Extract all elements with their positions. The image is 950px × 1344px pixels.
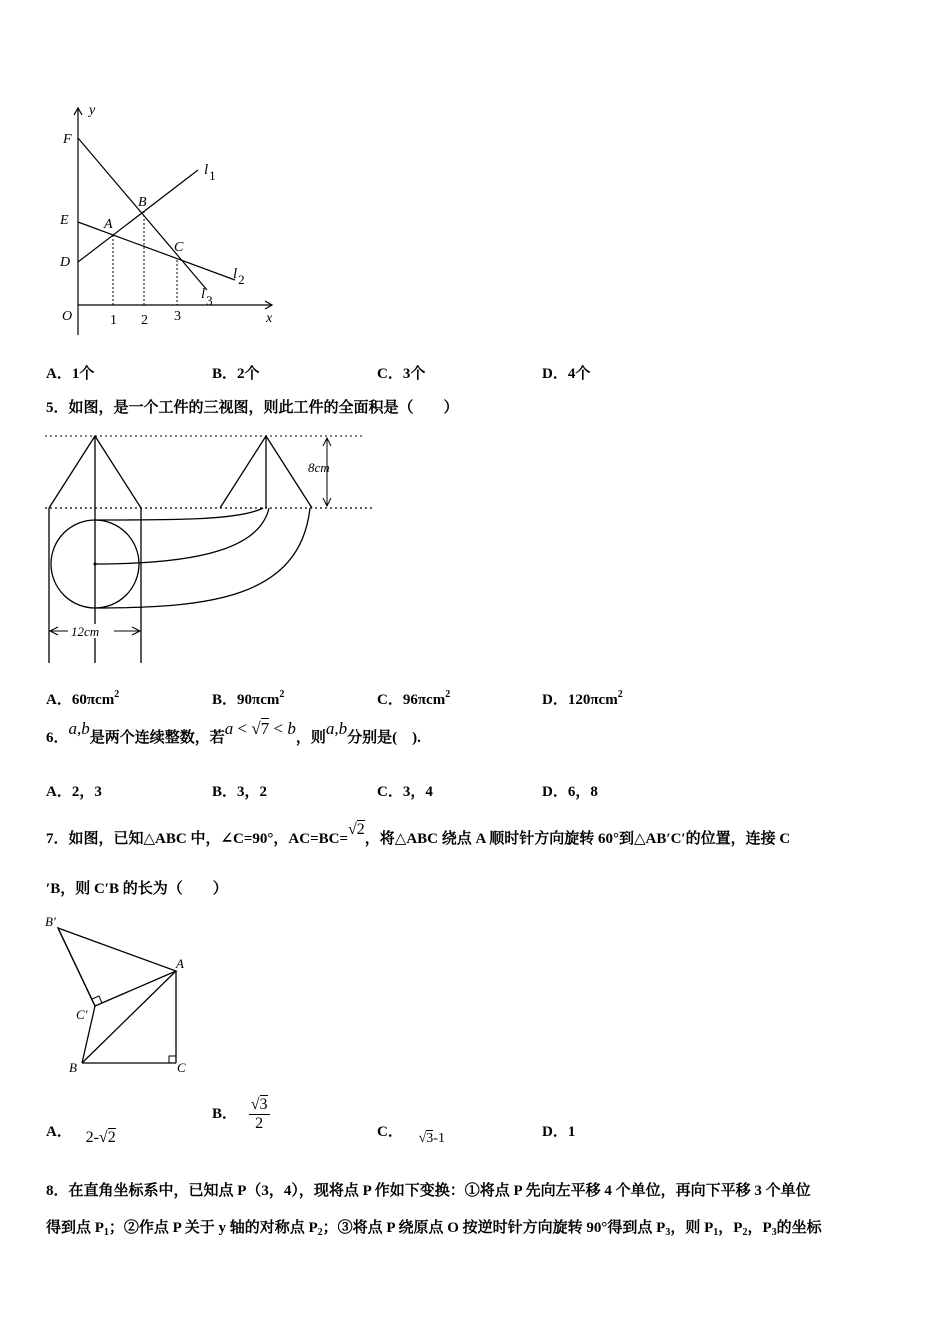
label-O: O — [62, 309, 73, 324]
q7-stem-line2: ′B，则 C′B 的长为（ ） — [46, 881, 228, 897]
label-B-prime: B′ — [45, 914, 56, 929]
label-l1: l1 — [204, 162, 216, 183]
tick-3: 3 — [174, 309, 181, 324]
q5-option-d[interactable]: D．120πcm$^2$ — [542, 689, 623, 708]
q8-stem-line1: 8．在直角坐标系中，已知点 P（3，4），现将点 P 作如下变换：①将点 P 先向左平移 4 个单位，再向下平移 3 个单位 — [46, 1183, 811, 1199]
q6-option-c[interactable]: C．3，4 — [377, 784, 433, 800]
q5-option-a[interactable]: A．60πcm$^2$ — [46, 689, 120, 708]
label-A: A — [176, 956, 184, 971]
q6-option-d[interactable]: D．6，8 — [542, 784, 598, 800]
q7-option-c[interactable]: C． √3-1 — [377, 1124, 445, 1146]
q6-option-b[interactable]: B．3，2 — [212, 784, 268, 800]
label-F: F — [63, 132, 72, 147]
label-B: B — [69, 1060, 77, 1075]
q4-coordinate-figure — [40, 100, 290, 340]
q7-rotation-figure — [40, 908, 200, 1080]
tick-1: 1 — [110, 313, 117, 328]
label-A: A — [104, 217, 113, 232]
label-B: B — [138, 195, 147, 210]
label-l2: l2 — [233, 266, 245, 287]
q7-option-d[interactable]: D．1 — [542, 1124, 576, 1140]
q4-option-c[interactable]: C．3个 — [377, 366, 426, 382]
label-E: E — [60, 213, 69, 228]
q5-three-view-figure — [40, 428, 385, 668]
label-l3: l3 — [201, 286, 213, 308]
tick-2: 2 — [141, 313, 148, 328]
q4-option-a[interactable]: A．1个 — [46, 366, 95, 382]
dim-height: 8cm — [308, 460, 330, 475]
dim-width: 12cm — [71, 624, 100, 639]
line-l3 — [78, 138, 207, 290]
label-C-prime: C′ — [76, 1007, 88, 1022]
q5-option-c[interactable]: C．96πcm$^2$ — [377, 689, 451, 708]
q4-option-d[interactable]: D．4个 — [542, 366, 591, 382]
q5-option-b[interactable]: B．90πcm$^2$ — [212, 689, 285, 708]
q6-option-a[interactable]: A．2，3 — [46, 784, 102, 800]
label-D: D — [60, 255, 71, 270]
label-x: x — [266, 311, 273, 326]
label-C: C — [174, 240, 184, 255]
q5-stem: 5．如图，是一个工件的三视图，则此工件的全面积是（ ） — [46, 400, 459, 416]
q7-option-b[interactable]: B． $\frac{√3}{2}$ — [212, 1096, 268, 1132]
q6-stem: 6．a,b是两个连续整数，若a < √7 < b，则a,b分别是( ). — [46, 719, 421, 746]
q8-stem-line2: 得到点 $P_1$；②作点 P 关于 y 轴的对称点 $P_2$；③将点 P 绕原点 O 按逆时针方向旋转 90°得到点 $P_3$，则 $P_1$，$P_2$，$P_3$的坐标 — [46, 1220, 822, 1238]
q7-stem-line1: 7．如图，已知△ABC 中，∠C=90°，AC=BC=√2，将△ABC 绕点 A 顺时针方向旋转 60°到△AB′C′的位置，连接 C — [46, 821, 791, 847]
label-y: y — [89, 103, 96, 118]
q4-option-b[interactable]: B．2个 — [212, 366, 260, 382]
q7-option-a[interactable]: A． 2-√2 — [46, 1124, 116, 1146]
label-C: C — [177, 1060, 186, 1075]
